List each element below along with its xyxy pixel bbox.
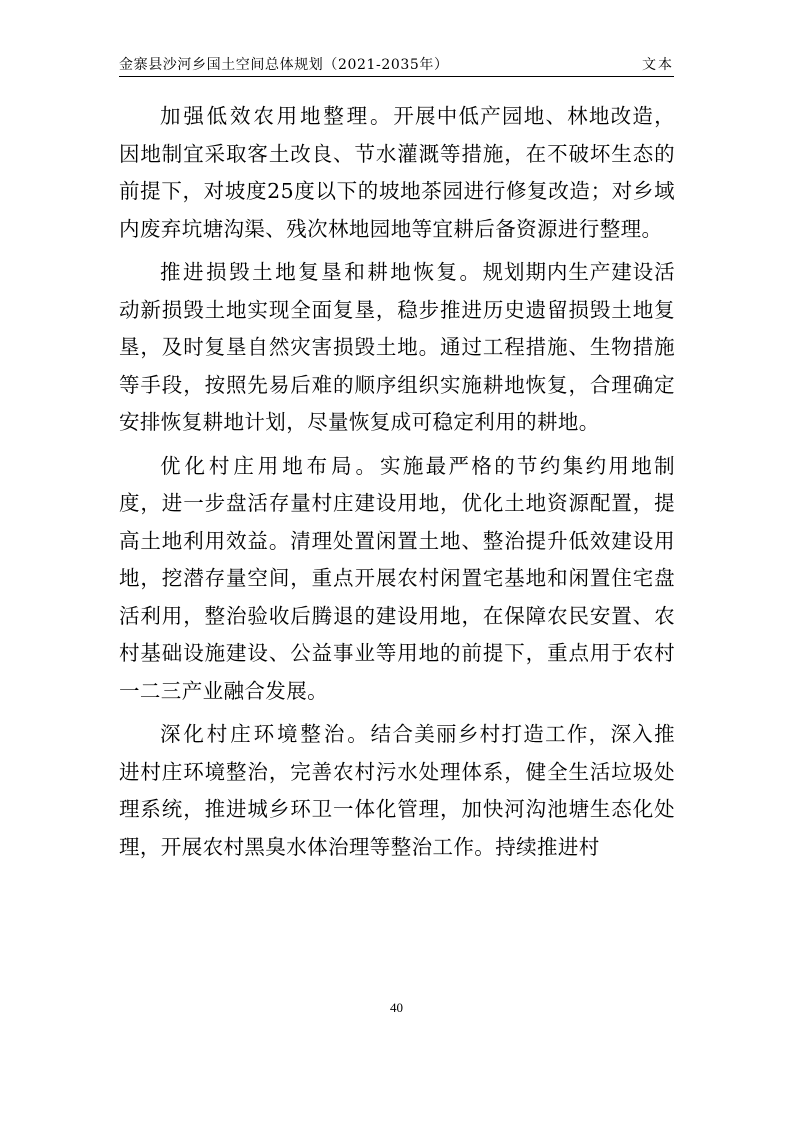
paragraph-lead: 推进损毁土地复垦和耕地恢复。 xyxy=(160,260,483,284)
paragraph-body: 结合美丽乡村打造工作，深入推进村庄环境整治，完善农村污水处理体系，健全生活垃圾处理系统，推进城乡环卫一体化管理，加快河沟池塘生态化处理，开展农村黑臭水体治理等整治工作。持续推进村 xyxy=(119,722,675,859)
paragraph-lead: 优化村庄用地布局。 xyxy=(160,453,380,478)
body-text xyxy=(119,98,675,872)
paragraph-body: 规划期内生产建设活动新损毁土地实现全面复垦，稳步推进历史遗留损毁土地复垦，及时复垦自然灾害损毁土地。通过工程措施、生物措施等手段，按照先易后难的顺序组织实施耕地恢复，合理确定安排恢复耕地计划，尽量恢复成可稳定利用的耕地。 xyxy=(119,260,676,434)
paragraph-lead: 深化村庄环境整治。 xyxy=(160,722,371,746)
section-label: 文本 xyxy=(642,57,674,73)
paragraph xyxy=(119,254,675,442)
paragraph xyxy=(119,98,675,248)
paragraph xyxy=(119,448,675,711)
paragraph xyxy=(119,716,675,866)
page-header xyxy=(119,52,674,77)
paragraph-body: 实施最严格的节约集约用地制度，进一步盘活存量村庄建设用地，优化土地资源配置，提高土地利用效益。清理处置闲置土地、整治提升低效建设用地，挖潜存量空间，重点开展农村闲置宅基地和闲置住宅盘活利用，整治验收后腾退的建设用地，在保障农民安置、农村基础设施建设、公益事业等用地的前提下，重点用于农村一二三产业融合发展。 xyxy=(119,453,675,703)
document-title: 金寨县沙河乡国土空间总体规划（2021-2035年） xyxy=(119,57,449,73)
page-number: 40 xyxy=(390,1000,403,1015)
paragraph-lead: 加强低效农用地整理。 xyxy=(160,104,394,128)
paragraph-body: 开展中低产园地、林地改造，因地制宜采取客土改良、节水灌溉等措施，在不破坏生态的前提下，对坡度25度以下的坡地茶园进行修复改造；对乡域内废弃坑塘沟渠、残次林地园地等宜耕后备资源进行整理。 xyxy=(119,104,676,241)
